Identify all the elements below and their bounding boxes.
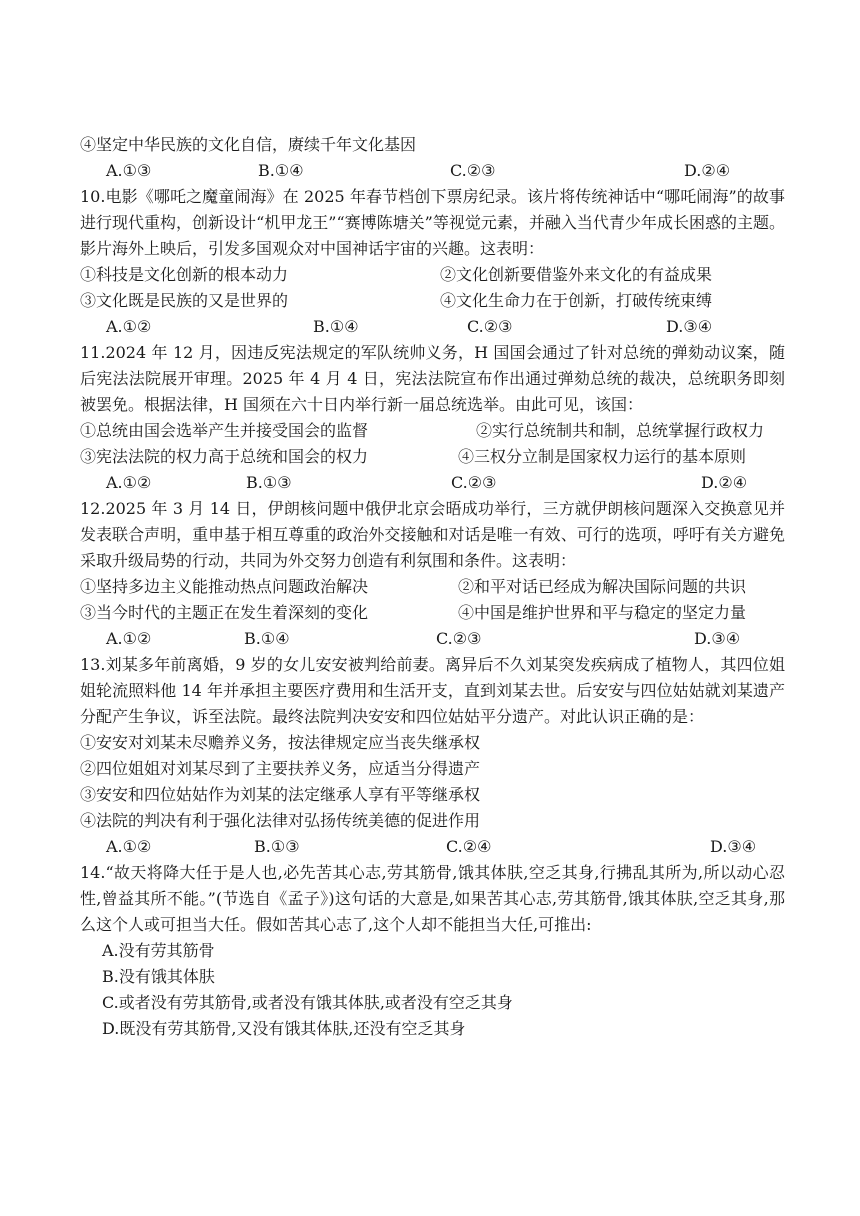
- q14-stem: 14.“故天将降大任于是人也,必先苦其心志,劳其筋骨,饿其体肤,空乏其身,行拂乱其所为,所以动心忍性,曾益其所不能。”(节选自《孟子》)这句话的大意是,如果苦其心志,劳其筋骨,饿其体肤,空乏其身,那么这个人或可担当大任。假如苦其心志了,这个人却不能担当大任,可推出:: [80, 863, 785, 934]
- q11-statements-row-2: [80, 444, 785, 470]
- q12-options: [80, 626, 785, 652]
- q14-option-d[interactable]: D.既没有劳其筋骨,又没有饿其体肤,还没有空乏其身: [102, 1019, 466, 1038]
- q12-statement-3: ③当今时代的主题正在发生着深刻的变化: [80, 603, 369, 622]
- q11-options: [80, 470, 785, 496]
- q10-statement-2: ②文化创新要借鉴外来文化的有益成果: [440, 265, 713, 284]
- q12-statements-row-2: [80, 600, 785, 626]
- q11-statement-2: ②实行总统制共和制，总统掌握行政权力: [476, 421, 765, 440]
- q13-option-a[interactable]: A.①②: [106, 837, 152, 856]
- q11-option-c[interactable]: C.②③: [451, 473, 497, 492]
- q12-statement-4: ④中国是维护世界和平与稳定的坚定力量: [458, 603, 747, 622]
- q10-option-c[interactable]: C.②③: [467, 317, 513, 336]
- q9-statement-4: ④坚定中华民族的文化自信，赓续千年文化基因: [80, 135, 417, 154]
- q11-option-b[interactable]: B.①③: [246, 473, 292, 492]
- q9-option-a[interactable]: A.①③: [106, 161, 152, 180]
- q9-options: [80, 158, 785, 184]
- q10-statements-row-1: [80, 262, 785, 288]
- q13-stem: 13.刘某多年前离婚，9 岁的女儿安安被判给前妻。离异后不久刘某突发疾病成了植物人，其四位姐姐轮流照料他 14 年并承担主要医疗费用和生活开支，直到刘某去世。后安安与四位姑姑就刘某遗产分配产生争议，诉至法院。最终法院判决安安和四位姑姑平分遗产。对此认识正确的是：: [80, 655, 785, 726]
- q11-statement-4: ④三权分立制是国家权力运行的基本原则: [458, 447, 747, 466]
- q13-statement-1: ①安安对刘某未尽赡养义务，按法律规定应当丧失继承权: [80, 733, 481, 752]
- q9-option-c[interactable]: C.②③: [450, 161, 496, 180]
- q10-option-b[interactable]: B.①④: [313, 317, 359, 336]
- q14-option-c[interactable]: C.或者没有劳其筋骨,或者没有饿其体肤,或者没有空乏其身: [102, 993, 513, 1012]
- q14-option-b[interactable]: B.没有饿其体肤: [102, 967, 215, 986]
- q9-option-b[interactable]: B.①④: [258, 161, 304, 180]
- q10-statement-4: ④文化生命力在于创新，打破传统束缚: [440, 291, 713, 310]
- q13-statement-4: ④法院的判决有利于强化法律对弘扬传统美德的促进作用: [80, 811, 481, 830]
- q9-option-d[interactable]: D.②④: [684, 161, 731, 180]
- q12-option-a[interactable]: A.①②: [106, 629, 152, 648]
- q13-option-b[interactable]: B.①③: [254, 837, 300, 856]
- q10-statements-row-2: [80, 288, 785, 314]
- q13-option-d[interactable]: D.③④: [710, 837, 757, 856]
- q10-statement-3: ③文化既是民族的又是世界的: [80, 291, 289, 310]
- q12-statements-row-1: [80, 574, 785, 600]
- q11-statements-row-1: [80, 418, 785, 444]
- q10-option-d[interactable]: D.③④: [666, 317, 713, 336]
- q12-option-b[interactable]: B.①④: [244, 629, 290, 648]
- q12-stem: 12.2025 年 3 月 14 日，伊朗核问题中俄伊北京会晤成功举行，三方就伊朗核问题深入交换意见并发表联合声明，重申基于相互尊重的政治外交接触和对话是唯一有效、可行的选项，呼吁有关方避免采取升级局势的行动，共同为外交努力创造有利氛围和条件。这表明：: [80, 499, 785, 570]
- q13-statement-2: ②四位姐姐对刘某尽到了主要扶养义务，应适当分得遗产: [80, 759, 481, 778]
- q12-option-d[interactable]: D.③④: [694, 629, 741, 648]
- q10-options: [80, 314, 785, 340]
- q12-option-c[interactable]: C.②③: [436, 629, 482, 648]
- q13-options: [80, 834, 785, 860]
- q13-statement-3: ③安安和四位姑姑作为刘某的法定继承人享有平等继承权: [80, 785, 481, 804]
- q11-option-d[interactable]: D.②④: [701, 473, 748, 492]
- q10-stem: 10.电影《哪吒之魔童闹海》在 2025 年春节档创下票房纪录。该片将传统神话中“哪吒闹海”的故事进行现代重构，创新设计“机甲龙王”“赛博陈塘关”等视觉元素，并融入当代青少年成长困惑的主题。影片海外上映后，引发多国观众对中国神话宇宙的兴趣。这表明：: [80, 187, 785, 258]
- q10-option-a[interactable]: A.①②: [106, 317, 152, 336]
- exam-page: [80, 132, 785, 1042]
- q11-option-a[interactable]: A.①②: [106, 473, 152, 492]
- q13-option-c[interactable]: C.②④: [446, 837, 492, 856]
- q11-stem: 11.2024 年 12 月，因违反宪法规定的军队统帅义务，H 国国会通过了针对总统的弹劾动议案，随后宪法法院展开审理。2025 年 4 月 4 日，宪法法院宣布作出通过弹劾总统的裁决，总统职务即刻被罢免。根据法律，H 国须在六十日内举行新一届总统选举。由此可见，该国：: [80, 343, 785, 414]
- q10-statement-1: ①科技是文化创新的根本动力: [80, 265, 289, 284]
- q11-statement-3: ③宪法法院的权力高于总统和国会的权力: [80, 447, 369, 466]
- q14-option-a[interactable]: A.没有劳其筋骨: [102, 941, 215, 960]
- q12-statement-2: ②和平对话已经成为解决国际问题的共识: [458, 577, 747, 596]
- q11-statement-1: ①总统由国会选举产生并接受国会的监督: [80, 421, 369, 440]
- q12-statement-1: ①坚持多边主义能推动热点问题政治解决: [80, 577, 369, 596]
